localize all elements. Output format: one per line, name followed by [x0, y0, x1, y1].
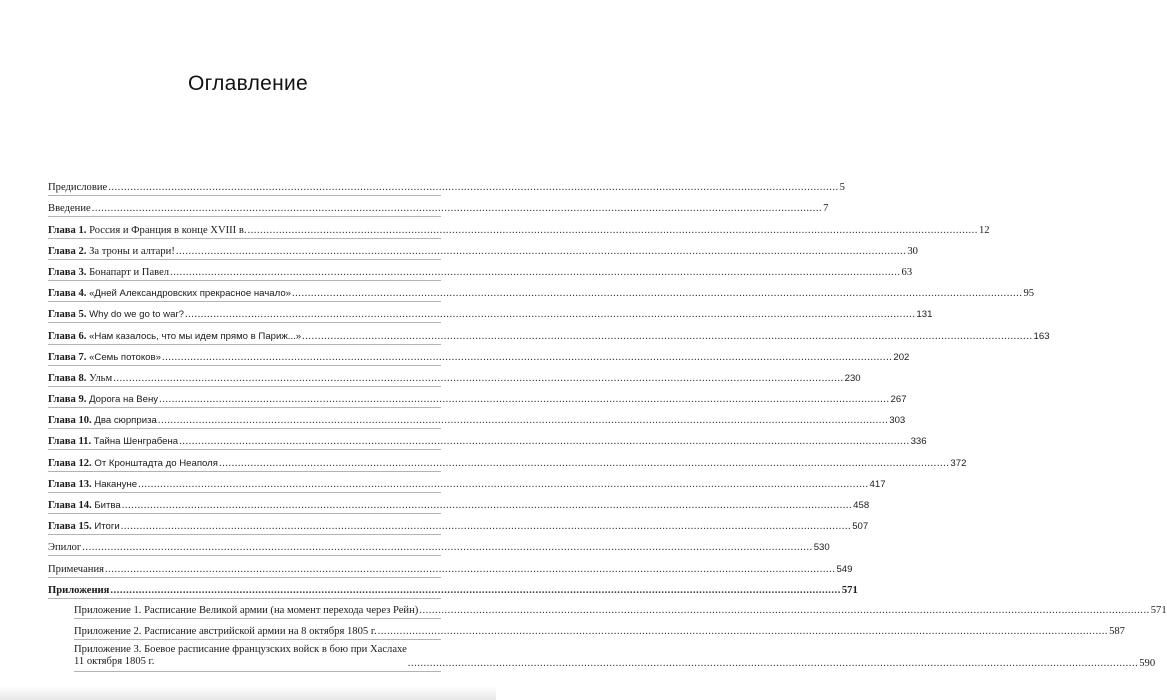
toc-row-preface[interactable] [48, 175, 845, 196]
toc-leader-dots [121, 521, 851, 532]
toc-page-number: 507 [852, 521, 869, 533]
toc-page-number: 95 [1023, 288, 1035, 300]
toc-page-number: 163 [1033, 330, 1050, 342]
toc-row-epilogue[interactable] [48, 535, 830, 556]
toc-row-chapter-2[interactable] [48, 239, 918, 260]
toc-row-appendices[interactable] [48, 578, 858, 599]
toc-leader-dots [248, 225, 978, 236]
toc-entry-label: Ульм [89, 372, 113, 384]
toc-entry-label: Дорога на Вену [89, 394, 159, 406]
toc-page-number: 63 [901, 266, 913, 278]
toc-entry-label: Примечания [48, 563, 104, 575]
toc-leader-dots [110, 585, 840, 596]
toc-row-chapter-13[interactable] [48, 472, 886, 493]
toc-entry-label: Предисловие [48, 182, 108, 194]
toc-leader-dots [108, 182, 838, 193]
toc-page-number: 417 [869, 478, 886, 490]
appendix-list [48, 599, 1167, 672]
toc-row-chapter-8[interactable] [48, 366, 861, 387]
chapter-number: Глава 2. [48, 245, 87, 257]
page-edge-shadow [0, 686, 496, 700]
toc-row-appendix-2[interactable] [74, 619, 1125, 639]
toc-page-number: 336 [910, 436, 927, 448]
toc-entry-label: «Нам казалось, что мы идем прямо в Париж...» [89, 330, 302, 342]
toc-page-number: 230 [844, 372, 861, 384]
toc-leader-dots [92, 203, 822, 214]
toc-entry-label: Тайна Шенграбена [93, 436, 179, 448]
toc-page-number: 131 [916, 309, 933, 321]
chapter-number: Глава 12. [48, 457, 92, 469]
toc-entry-label: Приложение 3. Боевое расписание французских войск в бою при Хаслахе [74, 643, 407, 655]
toc-row-chapter-9[interactable] [48, 387, 907, 408]
toc-page-number: 5 [839, 182, 845, 194]
toc-entry-label: Приложение 1. Расписание Великой армии (на момент перехода через Рейн) [74, 605, 419, 617]
toc-page-number: 458 [853, 500, 870, 511]
toc-page-number: 549 [836, 563, 853, 575]
toc-row-chapter-4[interactable] [48, 281, 1035, 302]
toc-entry-label: «Семь потоков» [89, 351, 161, 363]
toc-page-number: 202 [893, 351, 910, 363]
toc-leader-dots [122, 500, 852, 511]
toc-entry-label: За троны и алтари! [89, 245, 175, 257]
chapter-number: Глава 4. [48, 288, 87, 300]
toc-leader-dots [159, 394, 889, 405]
chapter-number: Глава 3. [48, 266, 87, 278]
toc-page-number: 590 [1139, 657, 1156, 669]
chapter-number: Глава 13. [48, 478, 92, 490]
chapter-number: Глава 9. [48, 394, 87, 406]
toc-leader-dots [219, 458, 949, 469]
toc-entry-label: Битва [94, 500, 121, 511]
toc-entry-label: Why do we go to war? [89, 309, 184, 321]
toc-row-chapter-14[interactable] [48, 493, 870, 514]
chapter-number: Глава 14. [48, 500, 92, 511]
chapter-number: Глава 1. [48, 224, 87, 236]
toc-page-number: 571 [841, 584, 858, 596]
toc-page-number: 12 [978, 224, 990, 236]
chapter-number: Глава 8. [48, 372, 87, 384]
toc-row-chapter-6[interactable] [48, 323, 1050, 344]
toc-row-chapter-7[interactable] [48, 345, 910, 366]
table-of-contents [48, 175, 1167, 672]
toc-entry-label: «Дней Александровских прекрасное начало» [89, 288, 291, 300]
toc-row-appendix-3[interactable] [74, 640, 1156, 672]
toc-entry-label: Приложение 2. Расписание австрийской армии на 8 октября 1805 г. [74, 625, 377, 637]
toc-leader-dots [158, 415, 888, 426]
toc-page-number: 587 [1109, 625, 1125, 637]
toc-leader-dots [162, 352, 892, 363]
chapter-number: Глава 11. [48, 436, 92, 448]
chapter-number: Глава 7. [48, 351, 87, 363]
toc-row-chapter-1[interactable] [48, 217, 990, 238]
toc-page-number: 7 [823, 203, 829, 215]
toc-page-number: 30 [907, 245, 918, 257]
chapter-number: Глава 6. [48, 330, 87, 342]
toc-entry-label: Введение [48, 203, 91, 215]
toc-entry-label: Приложения [48, 584, 110, 596]
toc-leader-dots [176, 246, 906, 257]
toc-entry-label: Россия и Франция в конце XVIII в. [89, 224, 247, 236]
chapter-number: Глава 5. [48, 309, 87, 321]
toc-entry-label: Накануне [94, 478, 138, 490]
toc-page-number: 530 [813, 542, 830, 554]
toc-leader-dots [138, 479, 868, 490]
toc-leader-dots [419, 605, 1149, 616]
toc-row-introduction[interactable] [48, 196, 829, 217]
chapter-number: Глава 10. [48, 415, 92, 427]
toc-leader-dots [292, 288, 1022, 299]
toc-entry-label-continued: 11 октября 1805 г. [74, 656, 155, 668]
toc-row-chapter-3[interactable] [48, 260, 913, 281]
chapter-number: Глава 15. [48, 521, 92, 533]
toc-row-chapter-15[interactable] [48, 514, 869, 535]
toc-entry-label: Бонапарт и Павел [89, 266, 170, 278]
toc-leader-dots [408, 658, 1138, 669]
toc-leader-dots [185, 309, 915, 320]
toc-leader-dots [113, 373, 843, 384]
toc-row-notes[interactable] [48, 556, 853, 577]
page-title: Оглавление [187, 72, 309, 95]
toc-row-chapter-10[interactable] [48, 408, 906, 429]
toc-row-chapter-5[interactable] [48, 302, 933, 323]
toc-page-number: 372 [950, 457, 967, 469]
toc-entry-label: Эпилог [48, 542, 82, 554]
toc-leader-dots [302, 331, 1032, 342]
toc-row-appendix-1[interactable] [74, 599, 1167, 619]
toc-entry-label: От Кронштадта до Неаполя [94, 457, 218, 469]
toc-row-chapter-12[interactable] [48, 450, 967, 471]
toc-page-number: 303 [889, 415, 906, 427]
toc-leader-dots [105, 564, 835, 575]
toc-leader-dots [179, 436, 909, 447]
toc-page-number: 571 [1150, 605, 1167, 617]
toc-row-chapter-11[interactable] [48, 429, 927, 450]
toc-leader-dots [378, 626, 1108, 637]
toc-leader-dots [82, 542, 812, 553]
toc-page-number: 267 [890, 394, 907, 406]
toc-entry-label: Итоги [94, 521, 120, 533]
toc-leader-dots [170, 267, 900, 278]
toc-entry-label: Два сюрприза [94, 415, 157, 427]
